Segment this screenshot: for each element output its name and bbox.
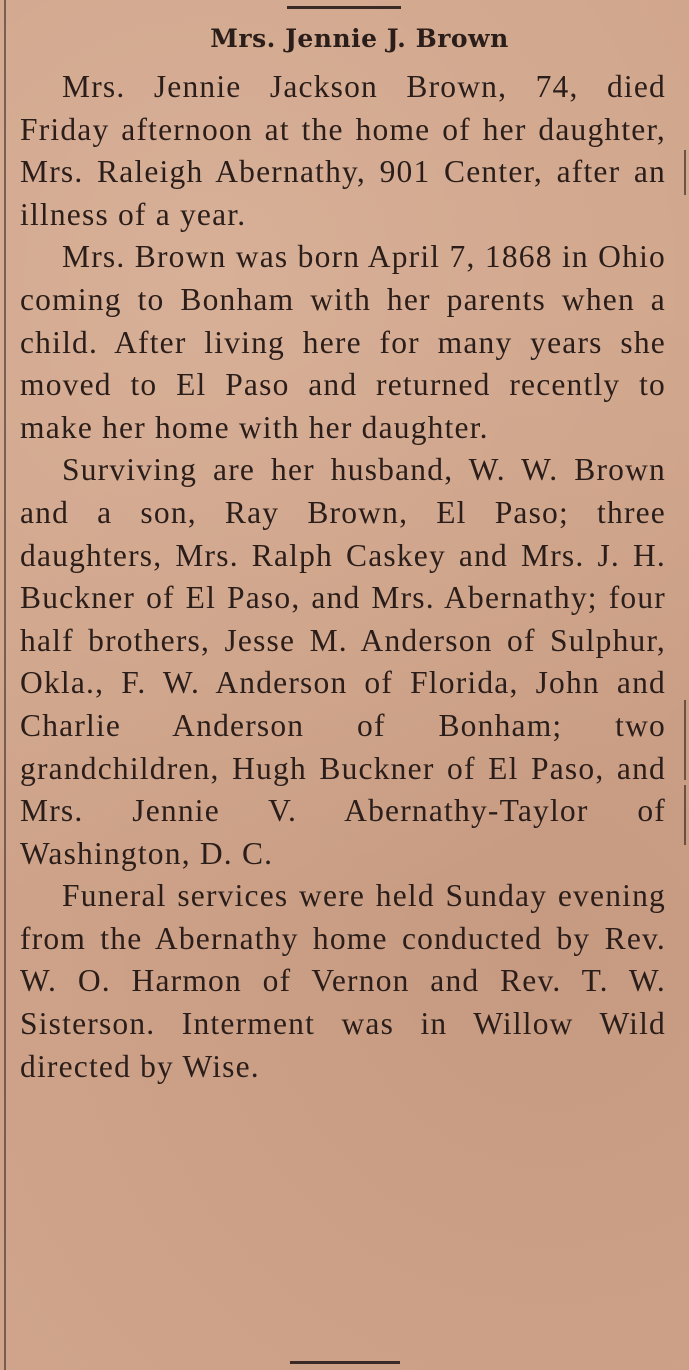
column-rule-right xyxy=(684,700,686,780)
top-divider xyxy=(287,6,401,9)
paragraph: Mrs. Brown was born April 7, 1868 in Ohio coming to Bonham with her parents when a child. After living here for many years she moved to El Paso and returned recently to make her home with her daughter. xyxy=(20,239,666,445)
paragraph: Mrs. Jennie Jackson Brown, 74, died Friday afternoon at the home of her daughter, Mrs. Raleigh Abernathy, 901 Center, after an illness of a year. xyxy=(20,69,666,232)
column-rule-left xyxy=(4,0,6,1370)
column-rule-right xyxy=(684,785,686,845)
column-rule-right xyxy=(684,150,686,195)
obituary-headline: Mrs. Jennie J. Brown xyxy=(210,24,509,53)
paragraph: Funeral services were held Sunday evening from the Abernathy home conducted by Rev. W. O. Harmon of Vernon and Rev. T. W. Sisterson. Interment was in Willow Wild directed by Wise. xyxy=(20,878,666,1084)
paragraph: Surviving are her husband, W. W. Brown and a son, Ray Brown, El Paso; three daughters, Mrs. Ralph Caskey and Mrs. J. H. Buckner of El Paso, and Mrs. Abernathy; four half brothers, Jesse M. Anderson of Sulphur, Okla., F. W. Anderson of Florida, John and Charlie Anderson of Bonham; two grandchildren, Hugh Buckner of El Paso, and Mrs. Jennie V. Abernathy-Taylor of Washington, D. C. xyxy=(20,452,666,871)
bottom-divider xyxy=(290,1361,400,1364)
obituary-body xyxy=(20,66,666,1088)
